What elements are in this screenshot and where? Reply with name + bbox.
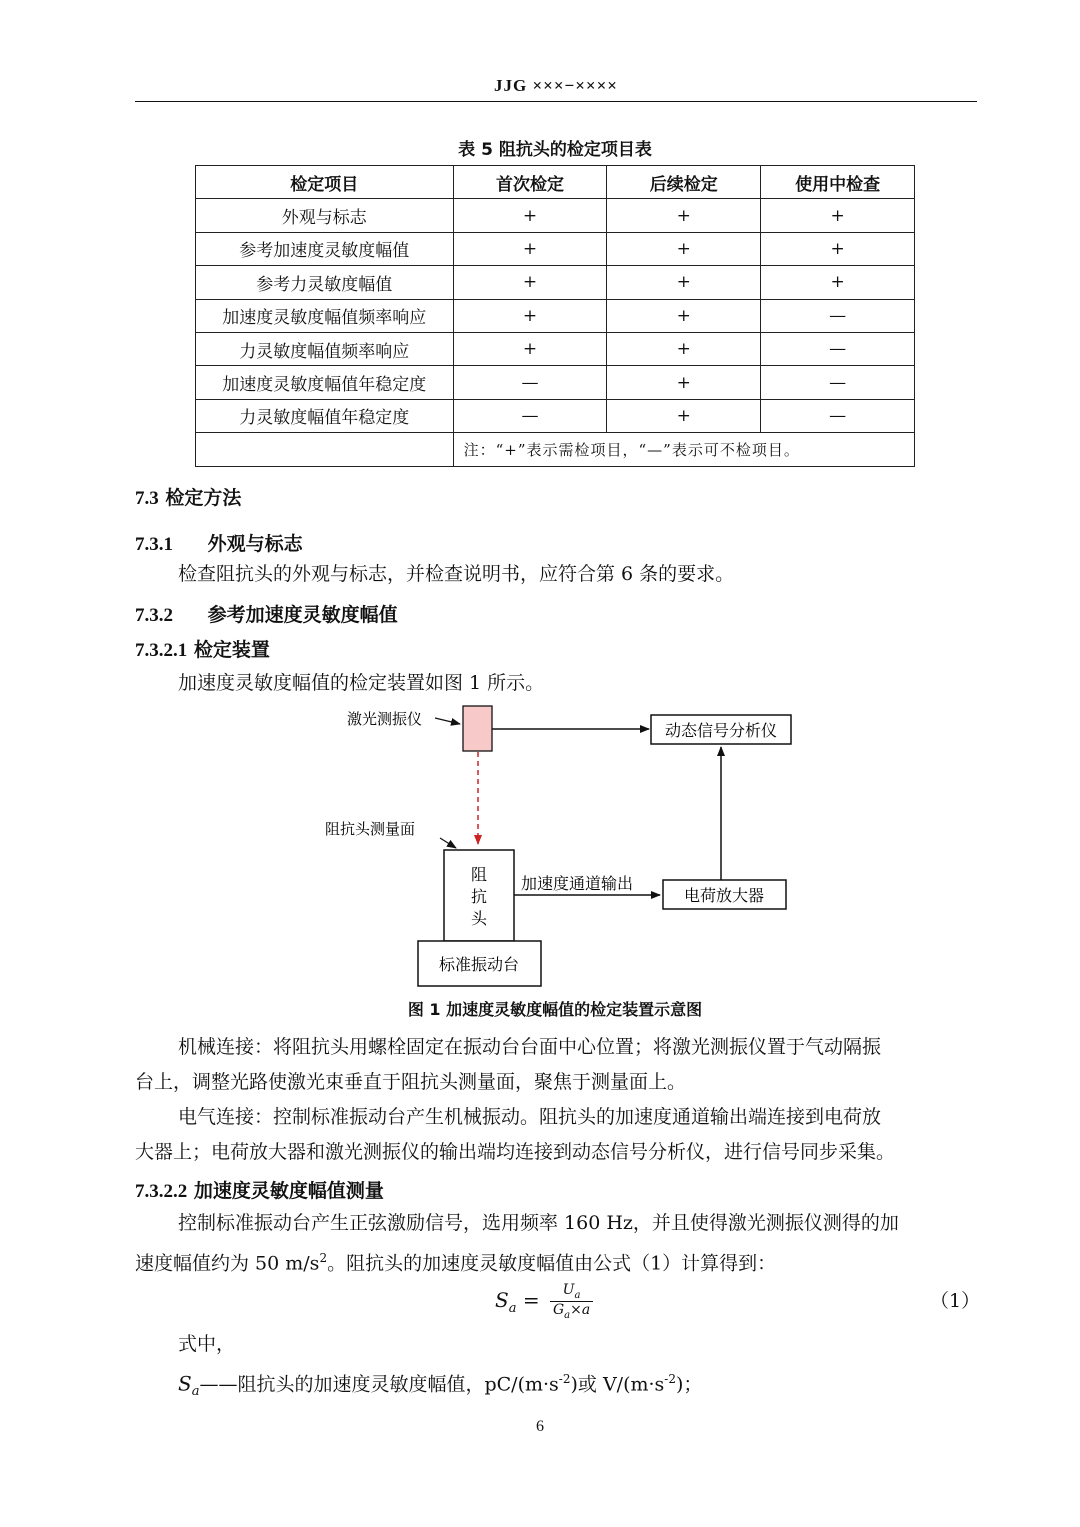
- definition-sa: [178, 1361, 702, 1410]
- table-row: [196, 366, 915, 399]
- formula-symbol: G: [552, 1301, 565, 1318]
- table-cell: —: [761, 299, 915, 332]
- verification-setup-diagram: [300, 700, 820, 995]
- figure-caption: 图 1 加速度灵敏度幅值的检定装置示意图: [407, 1000, 703, 1019]
- table-cell: 外观与标志: [196, 199, 454, 232]
- section-7-3-2-2-heading: [135, 1176, 384, 1203]
- table-cell: 加速度灵敏度幅值频率响应: [196, 299, 454, 332]
- table-note-row: [196, 433, 915, 466]
- impedance-head-char: 头: [470, 909, 488, 928]
- table-cell: +: [607, 232, 761, 265]
- verification-items-table: [195, 165, 915, 467]
- impedance-head-char: 阻: [470, 865, 488, 884]
- table-row: [196, 332, 915, 365]
- section-title: 检定装置: [193, 639, 270, 661]
- table-header-cell: 首次检定: [453, 166, 607, 199]
- page-number: 6: [536, 1418, 544, 1435]
- table-note: 注：“+”表示需检项目，“—”表示可不检项目。: [453, 433, 914, 466]
- signal-analyzer-label: 动态信号分析仪: [664, 721, 778, 740]
- table-cell: —: [761, 366, 915, 399]
- definition-subscript: a: [191, 1384, 200, 1400]
- definition-text: )或 V/(m·s: [570, 1373, 665, 1396]
- superscript: -2: [664, 1372, 676, 1386]
- definition-dash: ——: [199, 1373, 238, 1396]
- measurement-surface-label: 阻抗头测量面: [325, 820, 416, 838]
- definition-text: 阻抗头的加速度灵敏度幅值，pC/(m·s: [237, 1373, 559, 1396]
- table-header-cell: 后续检定: [607, 166, 761, 199]
- section-number: 7.3.2.1: [135, 640, 188, 661]
- impedance-head-char: 抗: [470, 887, 488, 906]
- header-rule: [135, 101, 977, 102]
- measurement-text-part: 。阻抗头的加速度灵敏度幅值由公式（1）计算得到：: [327, 1252, 777, 1275]
- electrical-connection-line1: 电气连接：控制标准振动台产生机械振动。阻抗头的加速度通道输出端连接到电荷放: [178, 1106, 882, 1128]
- vibration-exciter-label: 标准振动台: [438, 955, 520, 974]
- table-header-cell: 使用中检查: [761, 166, 915, 199]
- section-title: 参考加速度灵敏度幅值: [207, 604, 398, 626]
- formula-subscript: a: [564, 1309, 571, 1321]
- laser-pointer-arrow: [435, 718, 460, 724]
- channel-output-label: 加速度通道输出: [521, 874, 634, 893]
- document-code-header: JJG ×××−××××: [494, 76, 618, 95]
- formula-symbol: U: [562, 1282, 575, 1298]
- superscript: -2: [558, 1372, 571, 1386]
- table-cell: +: [761, 199, 915, 232]
- charge-amplifier-label: 电荷放大器: [683, 886, 765, 905]
- formula-denominator: [550, 1302, 593, 1321]
- table-row: [196, 399, 915, 432]
- section-number: 7.3.1: [135, 534, 173, 555]
- formula-subscript: a: [574, 1289, 581, 1301]
- table-row: [196, 266, 915, 299]
- table-cell: +: [607, 299, 761, 332]
- table-row: [196, 199, 915, 232]
- section-title: 外观与标志: [207, 533, 303, 555]
- formula-subscript: a: [508, 1300, 517, 1316]
- section-number: 7.3.2.2: [135, 1181, 188, 1202]
- table-cell: +: [607, 266, 761, 299]
- table-cell: —: [453, 366, 607, 399]
- measurement-text-line2: [135, 1240, 776, 1281]
- table-empty-cell: [196, 433, 454, 466]
- table-cell: 力灵敏度幅值频率响应: [196, 332, 454, 365]
- formula-symbol: ×a: [570, 1301, 591, 1318]
- table-cell: 参考力灵敏度幅值: [196, 266, 454, 299]
- section-title: 检定方法: [165, 487, 242, 509]
- table-cell: —: [453, 399, 607, 432]
- definition-text: )；: [676, 1373, 703, 1396]
- superscript: 2: [319, 1251, 328, 1265]
- table-cell: +: [761, 266, 915, 299]
- section-number: 7.3: [135, 488, 159, 509]
- table-cell: 力灵敏度幅值年稳定度: [196, 399, 454, 432]
- mechanical-connection-line1: 机械连接：将阻抗头用螺栓固定在振动台台面中心位置；将激光测振仪置于气动隔振: [178, 1036, 882, 1058]
- table-cell: +: [453, 232, 607, 265]
- table-cell: +: [607, 332, 761, 365]
- measurement-text-part: 速度幅值约为 50 m/s: [135, 1252, 320, 1275]
- table-cell: —: [761, 332, 915, 365]
- table-cell: 加速度灵敏度幅值年稳定度: [196, 366, 454, 399]
- table-cell: +: [607, 399, 761, 432]
- table-row: [196, 232, 915, 265]
- section-number: 7.3.2: [135, 605, 173, 626]
- measurement-text-line1: 控制标准振动台产生正弦激励信号，选用频率 160 Hz，并且使得激光测振仪测得的加: [178, 1212, 899, 1234]
- formula-fraction: [550, 1282, 593, 1321]
- table-cell: +: [453, 199, 607, 232]
- formula-symbol: S: [495, 1287, 509, 1312]
- table-cell: 参考加速度灵敏度幅值: [196, 232, 454, 265]
- table-row: [196, 299, 915, 332]
- where-label: 式中，: [178, 1333, 236, 1355]
- table-cell: +: [761, 232, 915, 265]
- formula-1: [495, 1282, 593, 1321]
- table-cell: +: [453, 299, 607, 332]
- laser-vibrometer-label: 激光测振仪: [347, 710, 423, 728]
- section-7-3-2-1-text: 加速度灵敏度幅值的检定装置如图 1 所示。: [178, 672, 545, 694]
- formula-equals: =: [516, 1287, 546, 1312]
- laser-vibrometer-box: [463, 706, 492, 751]
- table-header-cell: 检定项目: [196, 166, 454, 199]
- mechanical-connection-line2: 台上，调整光路使激光束垂直于阻抗头测量面，聚焦于测量面上。: [135, 1071, 687, 1093]
- section-7-3-2-1-heading: [135, 635, 270, 662]
- definition-symbol: S: [178, 1371, 192, 1396]
- equation-number: （1）: [930, 1290, 981, 1312]
- table-cell: +: [607, 366, 761, 399]
- section-7-3-heading: [135, 483, 241, 510]
- table-cell: +: [453, 266, 607, 299]
- table-caption: 表 5 阻抗头的检定项目表: [458, 140, 652, 160]
- table-cell: +: [453, 332, 607, 365]
- section-7-3-1-text: 检查阻抗头的外观与标志，并检查说明书，应符合第 6 条的要求。: [178, 563, 735, 585]
- section-title: 加速度灵敏度幅值测量: [193, 1180, 384, 1202]
- table-cell: —: [761, 399, 915, 432]
- section-7-3-1-heading: [135, 529, 303, 556]
- formula-numerator: [550, 1282, 593, 1302]
- table-cell: +: [607, 199, 761, 232]
- electrical-connection-line2: 大器上；电荷放大器和激光测振仪的输出端均连接到动态信号分析仪，进行信号同步采集。: [135, 1141, 896, 1163]
- surface-pointer-arrow: [440, 838, 456, 848]
- section-7-3-2-heading: [135, 600, 398, 627]
- table-header-row: [196, 166, 915, 199]
